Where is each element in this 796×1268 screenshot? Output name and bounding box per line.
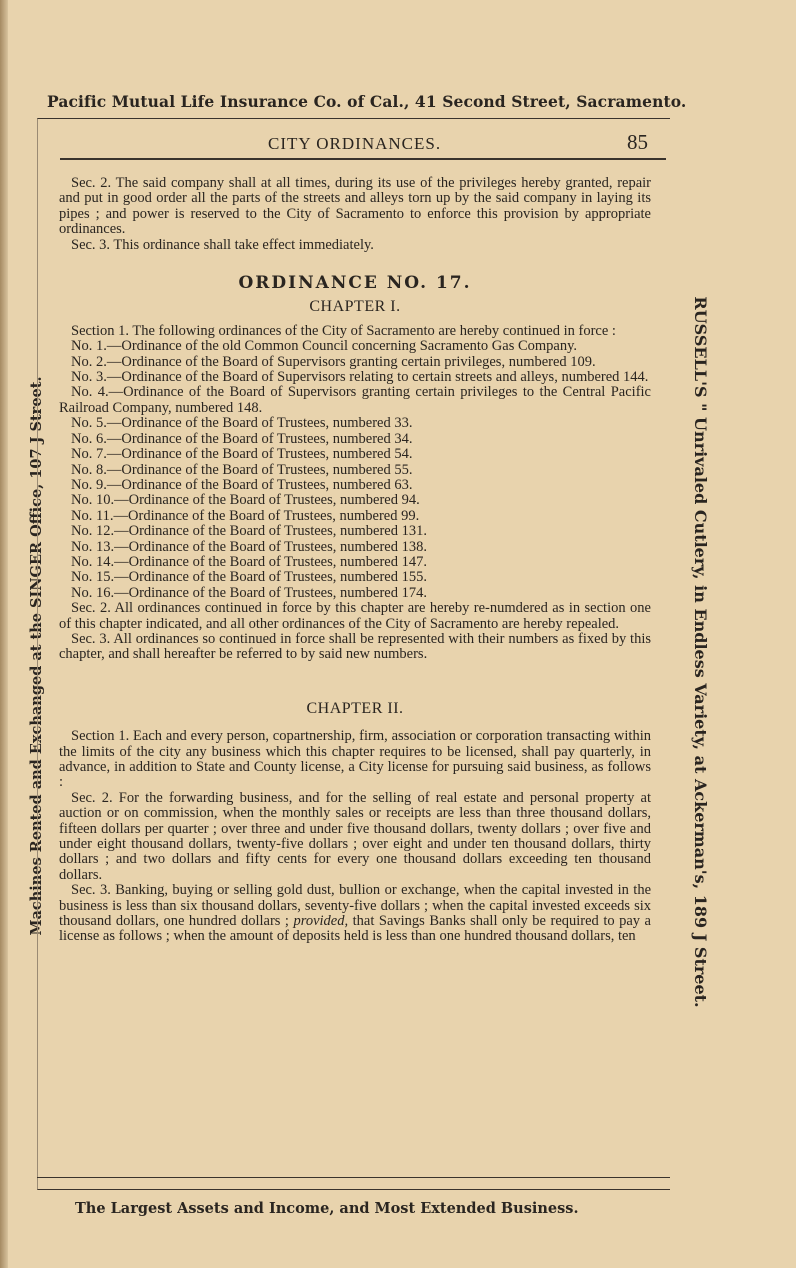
right-margin-advertisement: RUSSELL'S " Unrivaled Cutlery, in Endless Variety, at Ackerman's, 189 J Street. <box>691 296 710 1008</box>
ordinance-item: No. 9.—Ordinance of the Board of Trustees, numbered 63. <box>71 476 413 493</box>
page-number: 85 <box>627 130 648 154</box>
chapter-1-section-3: Sec. 3. All ordinances so continued in force shall be represented with their numbers as fixed by this chapter, and shall hereafter be referred to by said new numbers. <box>59 630 651 663</box>
ordinance-item: No. 1.—Ordinance of the old Common Council concerning Sacramento Gas Company. <box>71 338 578 355</box>
provided-word: provided, <box>293 913 349 930</box>
book-spine-edge <box>0 0 8 1268</box>
ordinance-item: No. 8.—Ordinance of the Board of Trustees, numbered 55. <box>71 461 413 478</box>
ordinance-item: No. 16.—Ordinance of the Board of Trustees, numbered 174. <box>71 584 427 601</box>
running-head: CITY ORDINANCES. <box>268 134 442 153</box>
chapter-1-section-2: Sec. 2. All ordinances continued in force by this chapter are hereby re-numdered as in section one of this chapter indicated, and all other ordinances of the City of Sacramento are hereby repealed. <box>59 600 651 632</box>
ordinance-item: No. 4.—Ordinance of the Board of Supervisors granting certain privileges to the Central Pacific Railroad Company, numbered 148. <box>59 384 651 416</box>
section-3-lead: Sec. 3. Banking, buying or selling gold dust, bullion or exchange, when the capital invested in the business is less than six thousand dollars, seventy-five dollars ; when the capital invested exceeds six thousand dollars, one hundred dollars ; <box>59 882 651 930</box>
ordinance-item: No. 12.—Ordinance of the Board of Trustees, numbered 131. <box>71 523 427 540</box>
intro-section-3: Sec. 3. This ordinance shall take effect immediately. <box>71 236 374 253</box>
ordinance-item: No. 7.—Ordinance of the Board of Trustees, numbered 54. <box>71 446 413 463</box>
header-rule <box>60 158 666 160</box>
chapter-2-heading: CHAPTER II. <box>306 699 404 717</box>
header-advertisement: Pacific Mutual Life Insurance Co. of Cal., 41 Second Street, Sacramento. <box>47 92 687 111</box>
ordinance-item: No. 2.—Ordinance of the Board of Supervisors granting certain privileges, numbered 109. <box>71 353 596 370</box>
ordinance-title: ORDINANCE NO. 17. <box>238 273 472 294</box>
ordinance-item: No. 10.—Ordinance of the Board of Trustees, numbered 94. <box>71 492 420 509</box>
section-3-tail: that Savings Banks shall only be required to pay a license as follows ; when the amount of deposits held is less than one hundred thousand dollars, ten <box>59 913 651 945</box>
ordinance-item: No. 13.—Ordinance of the Board of Trustees, numbered 138. <box>71 538 427 555</box>
chapter-1-heading: CHAPTER I. <box>309 298 401 316</box>
page-body <box>59 176 651 945</box>
ordinance-item: No. 15.—Ordinance of the Board of Trustees, numbered 155. <box>71 569 427 586</box>
ordinance-item: No. 11.—Ordinance of the Board of Trustees, numbered 99. <box>71 507 420 524</box>
chapter-2-section-2: Sec. 2. For the forwarding business, and for the selling of real estate and personal property at auction or on commission, when the monthly sales or receipts are less than three thousand dollars, fifteen dollars per quarter ; over three and under five thousand dollars, twenty dollars ; over five and under eight thousand dollars, twenty-five dollars ; over eight and under ten thousand dollars, thirty dollars ; and two dollars and fifty cents for every one thousand dollars exceeding ten thousand dollars. <box>59 789 651 883</box>
footer-rule <box>37 1177 670 1178</box>
footer-advertisement: The Largest Assets and Income, and Most Extended Business. <box>75 1200 579 1217</box>
ordinance-item: No. 3.—Ordinance of the Board of Supervisors relating to certain streets and alleys, numbered 144. <box>71 369 649 386</box>
chapter-2-section-1: Section 1. Each and every person, copartnership, firm, association or corporation transacting within the limits of the city any business which this chapter requires to be licensed, shall pay quarterly, in advance, in addition to State and County license, a City license for pursuing said business, as follows : <box>59 728 651 791</box>
left-margin-advertisement: Machines Rented and Exchanged at the SINGER Office, 107 J Street. <box>28 376 45 936</box>
chapter-2-section-3 <box>59 883 651 945</box>
chapter-1-section-1: Section 1. The following ordinances of the City of Sacramento are hereby continued in force : <box>71 322 616 339</box>
intro-section-2: Sec. 2. The said company shall at all times, during its use of the privileges hereby granted, repair and put in good order all the parts of the streets and alleys torn up by the said company in laying its pipes ; and power is reserved to the City of Sacramento to enforce this provision by appropriate ordinances. <box>59 175 651 238</box>
ordinance-item: No. 6.—Ordinance of the Board of Trustees, numbered 34. <box>71 430 413 447</box>
ordinance-item: No. 14.—Ordinance of the Board of Trustees, numbered 147. <box>71 553 427 570</box>
ordinance-item: No. 5.—Ordinance of the Board of Trustees, numbered 33. <box>71 415 413 432</box>
